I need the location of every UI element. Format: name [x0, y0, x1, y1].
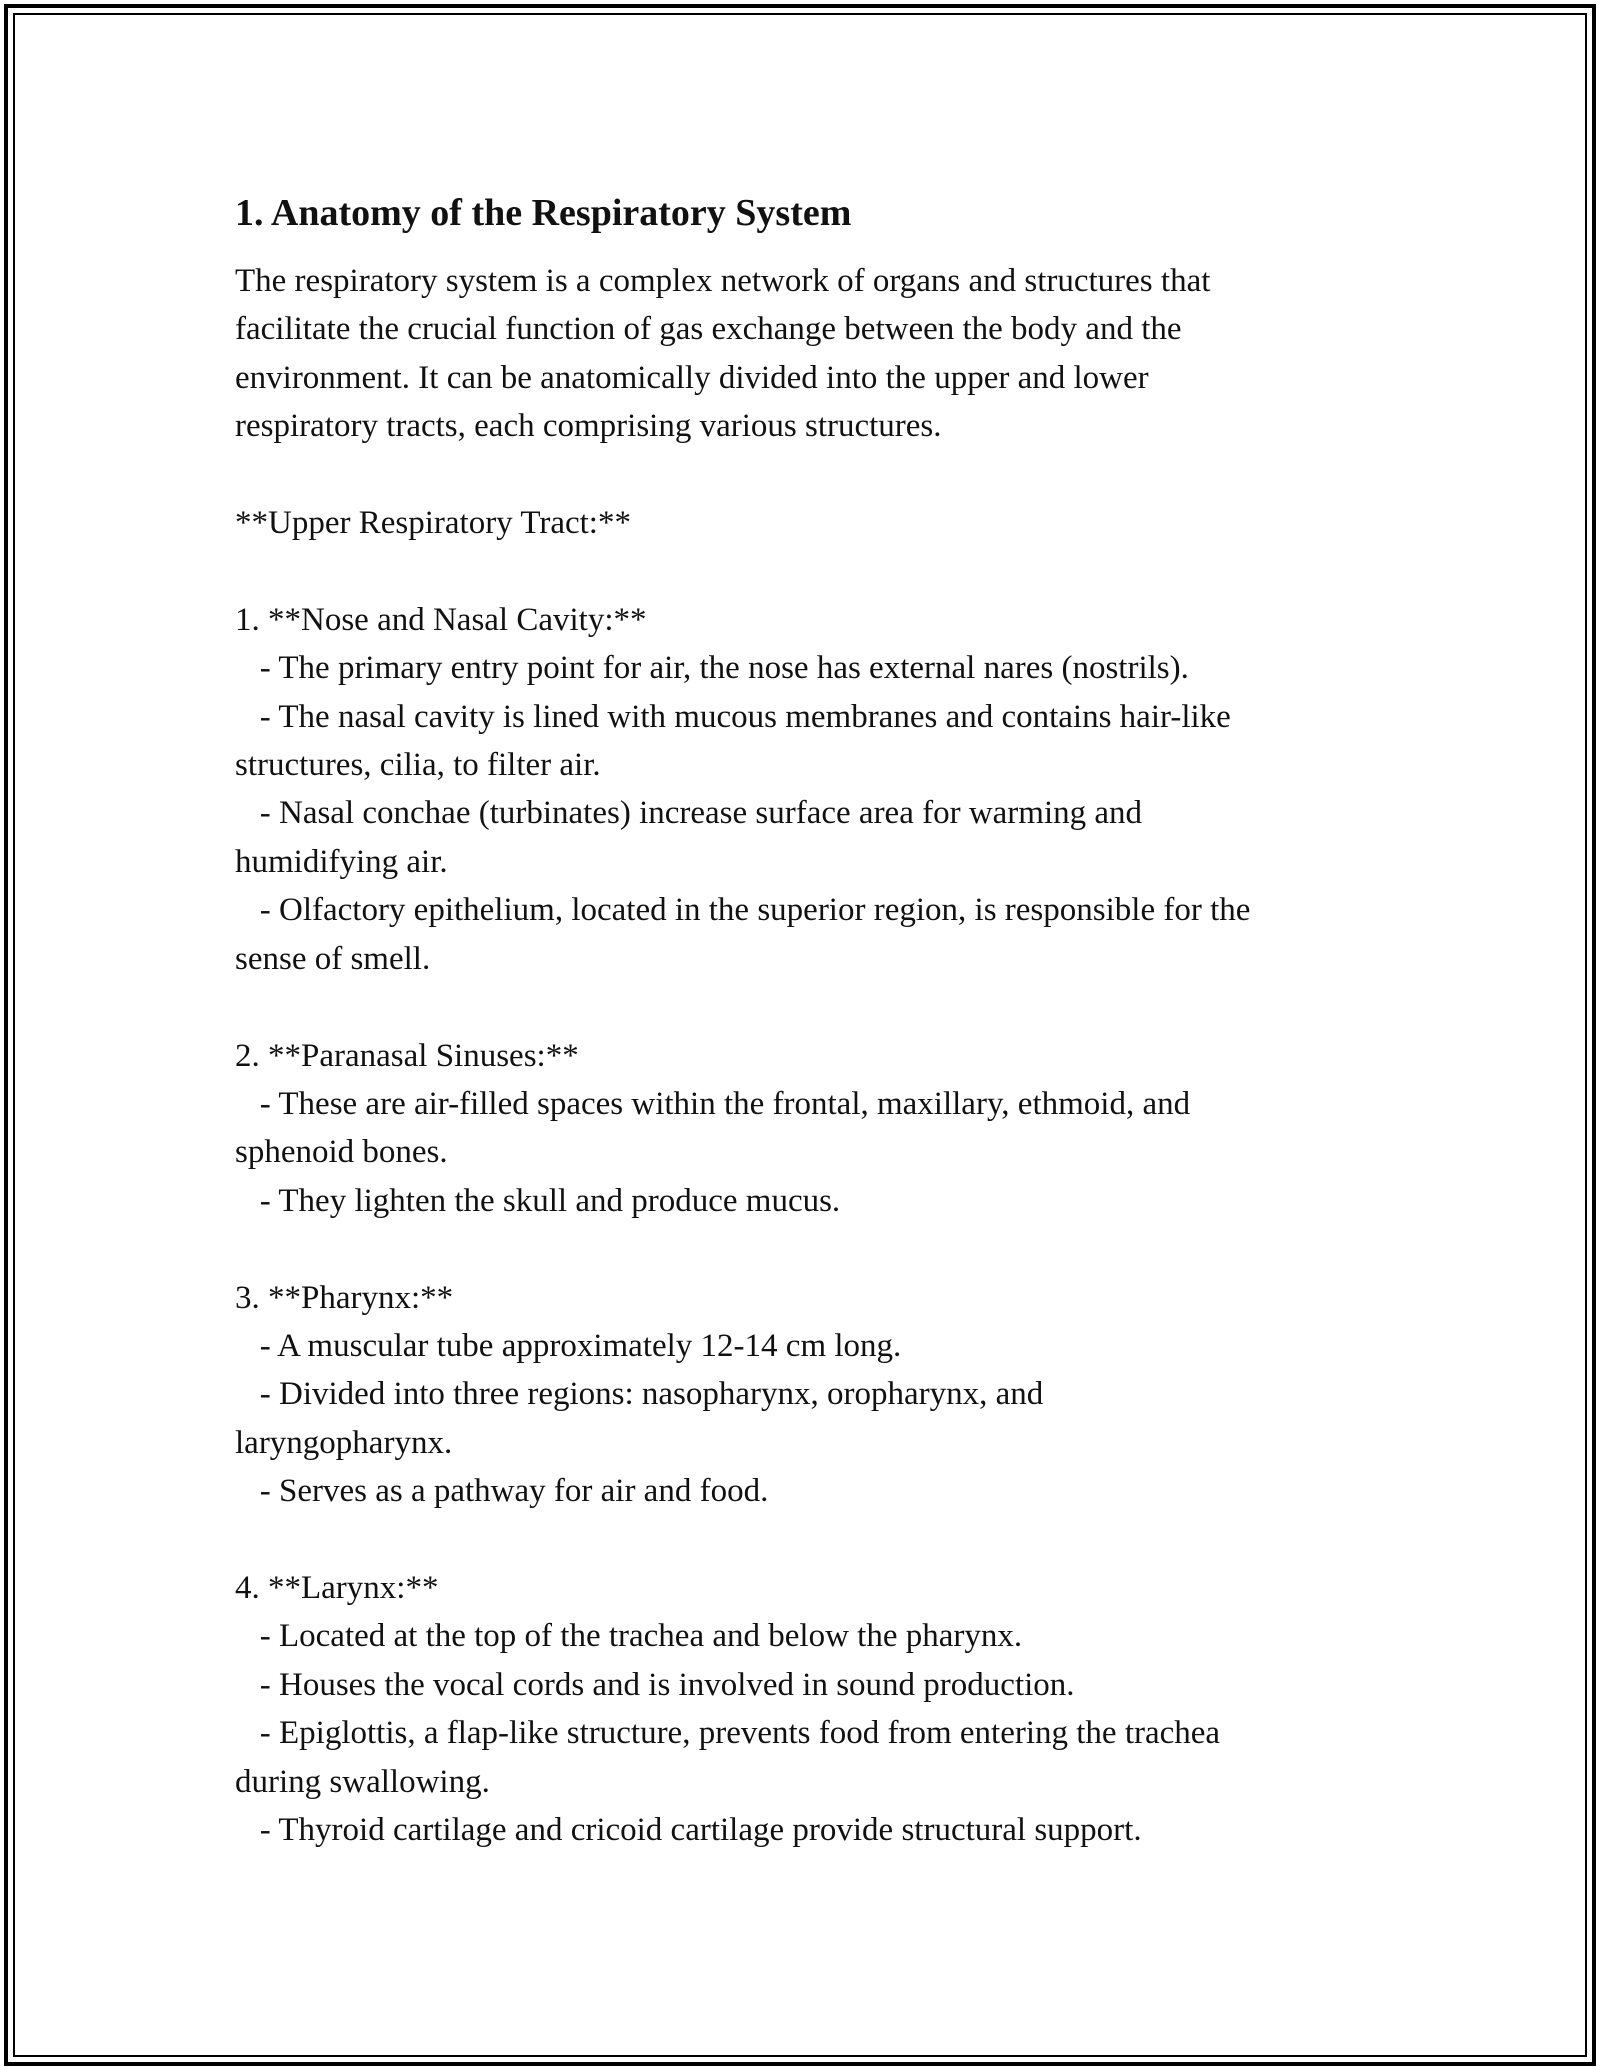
document-content [235, 185, 1385, 1854]
section-body-text: The respiratory system is a complex network of organs and structures that facilitate the crucial function of gas exchange between the body and the environment. It can be anatomically divided into the upper and lower respiratory tracts, each comprising various structures. **Upper Respiratory Tract:** 1. **Nose and Nasal Cavity:** - The primary entry point for air, the nose has external nares (nostrils). - The nasal cavity is lined with mucous membranes and contains hair-like structures, cilia, to filter air. - Nasal conchae (turbinates) increase surface area for warming and humidifying air. - Olfactory epithelium, located in the superior region, is responsible for the sense of smell. 2. **Paranasal Sinuses:** - These are air-filled spaces within the frontal, maxillary, ethmoid, and sphenoid bones. - They lighten the skull and produce mucus. 3. **Pharynx:** - A muscular tube approximately 12-14 cm long. - Divided into three regions: nasopharynx, oropharynx, and laryngopharynx. - Serves as a pathway for air and food. 4. **Larynx:** - Located at the top of the trachea and below the pharynx. - Houses the vocal cords and is involved in sound production. - Epiglottis, a flap-like structure, prevents food from entering the trachea during swallowing. - Thyroid cartilage and cricoid cartilage provide structural support. [235, 263, 1251, 1848]
section-heading: 1. Anatomy of the Respiratory System [235, 192, 852, 234]
